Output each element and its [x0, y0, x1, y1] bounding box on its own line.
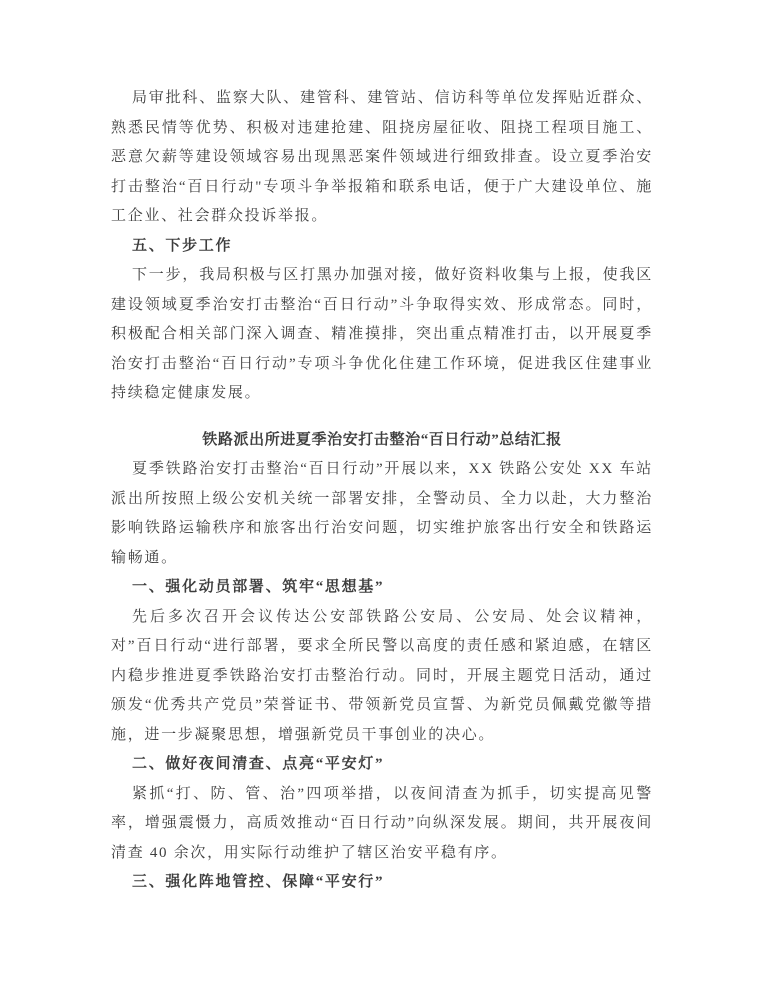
- document-paragraph: 紧抓“打、防、管、治”四项举措，以夜间清查为抓手，切实提高见警率，增强震慑力，高质效推动“百日行动”向纵深发展。期间，共开展夜间清查 40 余次，用实际行动维护了辖区治安平稳有序。: [111, 785, 653, 861]
- document-paragraph: 下一步，我局积极与区打黑办加强对接，做好资料收集与上报，使我区建设领域夏季治安打击整治“百日行动”斗争取得实效、形成常态。同时，积极配合相关部门深入调查、精准摸排，突出重点精准打击，以开展夏季治安打击整治“百日行动”专项斗争优化住建工作环境，促进我区住建事业持续稳定健康发展。: [111, 267, 653, 401]
- document-title: 铁路派出所进夏季治安打击整治“百日行动”总结汇报: [202, 431, 562, 448]
- document-heading: 二、做好夜间清查、点亮“平安灯”: [132, 756, 385, 772]
- document-body: [111, 84, 653, 898]
- document-paragraph: 夏季铁路治安打击整治“百日行动”开展以来，XX 铁路公安处 XX 车站派出所按照上级公安机关统一部署安排，全警动员、全力以赴，大力整治影响铁路运输秩序和旅客出行治安问题，切实维护旅客出行安全和铁路运输畅通。: [111, 461, 653, 566]
- document-heading: 一、强化动员部署、筑牢“思想基”: [132, 579, 385, 595]
- document-paragraph: 先后多次召开会议传达公安部铁路公安局、公安局、处会议精神，对”百日行动“进行部署，要求全所民警以高度的责任感和紧迫感，在辖区内稳步推进夏季铁路治安打击整治行动。同时，开展主题党日活动，通过颁发“优秀共产党员”荣誉证书、带领新党员宣誓、为新党员佩戴党徽等措施，进一步凝聚思想，增强新党员干事创业的决心。: [111, 608, 653, 743]
- document-heading: 三、强化阵地管控、保障“平安行”: [132, 874, 385, 890]
- document-paragraph: 局审批科、监察大队、建管科、建管站、信访科等单位发挥贴近群众、熟悉民情等优势、积极对违建抢建、阻挠房屋征收、阻挠工程项目施工、恶意欠薪等建设领域容易出现黑恶案件领域进行细致排查。设立夏季治安打击整治“百日行动"专项斗争举报箱和联系电话，便于广大建设单位、施工企业、社会群众投诉举报。: [111, 90, 653, 224]
- document-heading: 五、下步工作: [132, 237, 233, 254]
